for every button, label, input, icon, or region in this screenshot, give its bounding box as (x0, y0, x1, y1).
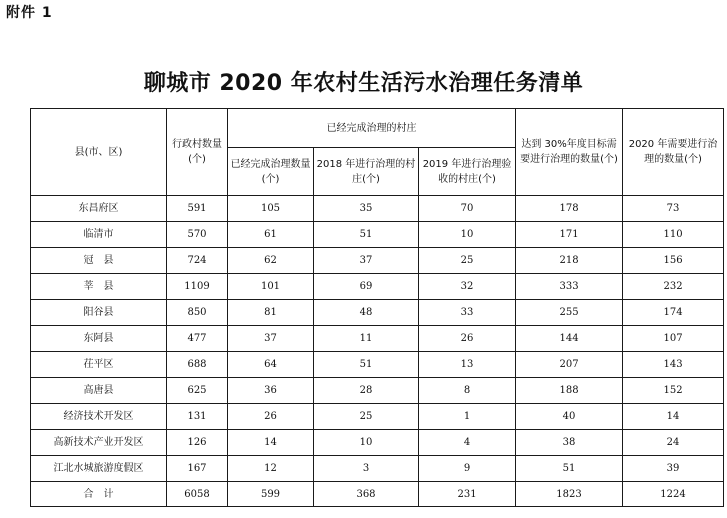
cell-villages: 126 (167, 430, 228, 456)
cell-target: 38 (516, 430, 623, 456)
cell-need-2020: 14 (623, 404, 724, 430)
header-target-30: 达到 30%年度目标需要进行治理的数量(个) (516, 109, 623, 196)
cell-need-2020: 110 (623, 222, 724, 248)
document-title: 聊城市 2020 年农村生活污水治理任务清单 (143, 71, 584, 96)
cell-county: 茌平区 (31, 352, 167, 378)
cell-county: 江北水城旅游度假区 (31, 456, 167, 482)
cell-target: 207 (516, 352, 623, 378)
cell-need-2020: 174 (623, 300, 724, 326)
table-row (31, 378, 724, 404)
cell-county: 阳谷县 (31, 300, 167, 326)
cell-county: 高新技术产业开发区 (31, 430, 167, 456)
cell-completed: 62 (228, 248, 314, 274)
header-governed-group: 已经完成治理的村庄 (228, 109, 516, 148)
cell-county: 临清市 (31, 222, 167, 248)
cell-2018: 3 (314, 456, 419, 482)
cell-need-2020: 143 (623, 352, 724, 378)
cell-2018: 368 (314, 482, 419, 507)
table-row (31, 326, 724, 352)
cell-villages: 1109 (167, 274, 228, 300)
cell-county: 东昌府区 (31, 196, 167, 222)
cell-2018: 11 (314, 326, 419, 352)
cell-target: 51 (516, 456, 623, 482)
cell-2019: 32 (419, 274, 516, 300)
cell-completed: 26 (228, 404, 314, 430)
cell-need-2020: 107 (623, 326, 724, 352)
cell-villages: 570 (167, 222, 228, 248)
cell-villages: 477 (167, 326, 228, 352)
cell-2018: 10 (314, 430, 419, 456)
table-row (31, 196, 724, 222)
cell-2019: 8 (419, 378, 516, 404)
cell-county: 经济技术开发区 (31, 404, 167, 430)
cell-2018: 25 (314, 404, 419, 430)
cell-completed: 14 (228, 430, 314, 456)
total-row (31, 482, 724, 507)
cell-target: 40 (516, 404, 623, 430)
table-row (31, 430, 724, 456)
cell-completed: 599 (228, 482, 314, 507)
cell-need-2020: 156 (623, 248, 724, 274)
cell-2019: 10 (419, 222, 516, 248)
cell-county: 冠 县 (31, 248, 167, 274)
cell-completed: 105 (228, 196, 314, 222)
table-row (31, 404, 724, 430)
header-2019: 2019 年进行治理验收的村庄(个) (419, 148, 516, 196)
cell-need-2020: 152 (623, 378, 724, 404)
cell-need-2020: 39 (623, 456, 724, 482)
cell-completed: 37 (228, 326, 314, 352)
cell-county: 东阿县 (31, 326, 167, 352)
cell-2018: 51 (314, 352, 419, 378)
cell-completed: 61 (228, 222, 314, 248)
cell-villages: 167 (167, 456, 228, 482)
cell-villages: 131 (167, 404, 228, 430)
cell-county: 莘 县 (31, 274, 167, 300)
cell-2019: 231 (419, 482, 516, 507)
cell-target: 144 (516, 326, 623, 352)
task-table (30, 108, 724, 507)
cell-completed: 64 (228, 352, 314, 378)
header-admin-villages: 行政村数量(个) (167, 109, 228, 196)
cell-completed: 12 (228, 456, 314, 482)
cell-2018: 28 (314, 378, 419, 404)
cell-2018: 37 (314, 248, 419, 274)
cell-completed: 81 (228, 300, 314, 326)
attachment-label: 附件 1 (6, 5, 53, 21)
cell-target: 1823 (516, 482, 623, 507)
table-row (31, 274, 724, 300)
cell-2019: 26 (419, 326, 516, 352)
table-body (31, 196, 724, 507)
cell-need-2020: 232 (623, 274, 724, 300)
cell-villages: 688 (167, 352, 228, 378)
cell-2018: 35 (314, 196, 419, 222)
header-county: 县(市、区) (31, 109, 167, 196)
cell-need-2020: 73 (623, 196, 724, 222)
cell-2019: 13 (419, 352, 516, 378)
header-2018: 2018 年进行治理的村庄(个) (314, 148, 419, 196)
cell-target: 178 (516, 196, 623, 222)
cell-target: 255 (516, 300, 623, 326)
cell-2019: 25 (419, 248, 516, 274)
cell-2019: 33 (419, 300, 516, 326)
header-need-2020: 2020 年需要进行治理的数量(个) (623, 109, 724, 196)
table-row (31, 352, 724, 378)
cell-target: 188 (516, 378, 623, 404)
cell-2019: 1 (419, 404, 516, 430)
cell-completed: 101 (228, 274, 314, 300)
cell-villages: 724 (167, 248, 228, 274)
header-completed: 已经完成治理数量(个) (228, 148, 314, 196)
cell-need-2020: 1224 (623, 482, 724, 507)
cell-county: 合 计 (31, 482, 167, 507)
cell-2018: 48 (314, 300, 419, 326)
cell-target: 171 (516, 222, 623, 248)
table-row (31, 456, 724, 482)
cell-need-2020: 24 (623, 430, 724, 456)
cell-county: 高唐县 (31, 378, 167, 404)
cell-2019: 70 (419, 196, 516, 222)
cell-villages: 850 (167, 300, 228, 326)
cell-villages: 6058 (167, 482, 228, 507)
table-row (31, 222, 724, 248)
table-row (31, 248, 724, 274)
cell-target: 218 (516, 248, 623, 274)
cell-2018: 69 (314, 274, 419, 300)
cell-2019: 4 (419, 430, 516, 456)
table-row (31, 300, 724, 326)
cell-villages: 591 (167, 196, 228, 222)
cell-2018: 51 (314, 222, 419, 248)
cell-completed: 36 (228, 378, 314, 404)
cell-villages: 625 (167, 378, 228, 404)
cell-2019: 9 (419, 456, 516, 482)
cell-target: 333 (516, 274, 623, 300)
